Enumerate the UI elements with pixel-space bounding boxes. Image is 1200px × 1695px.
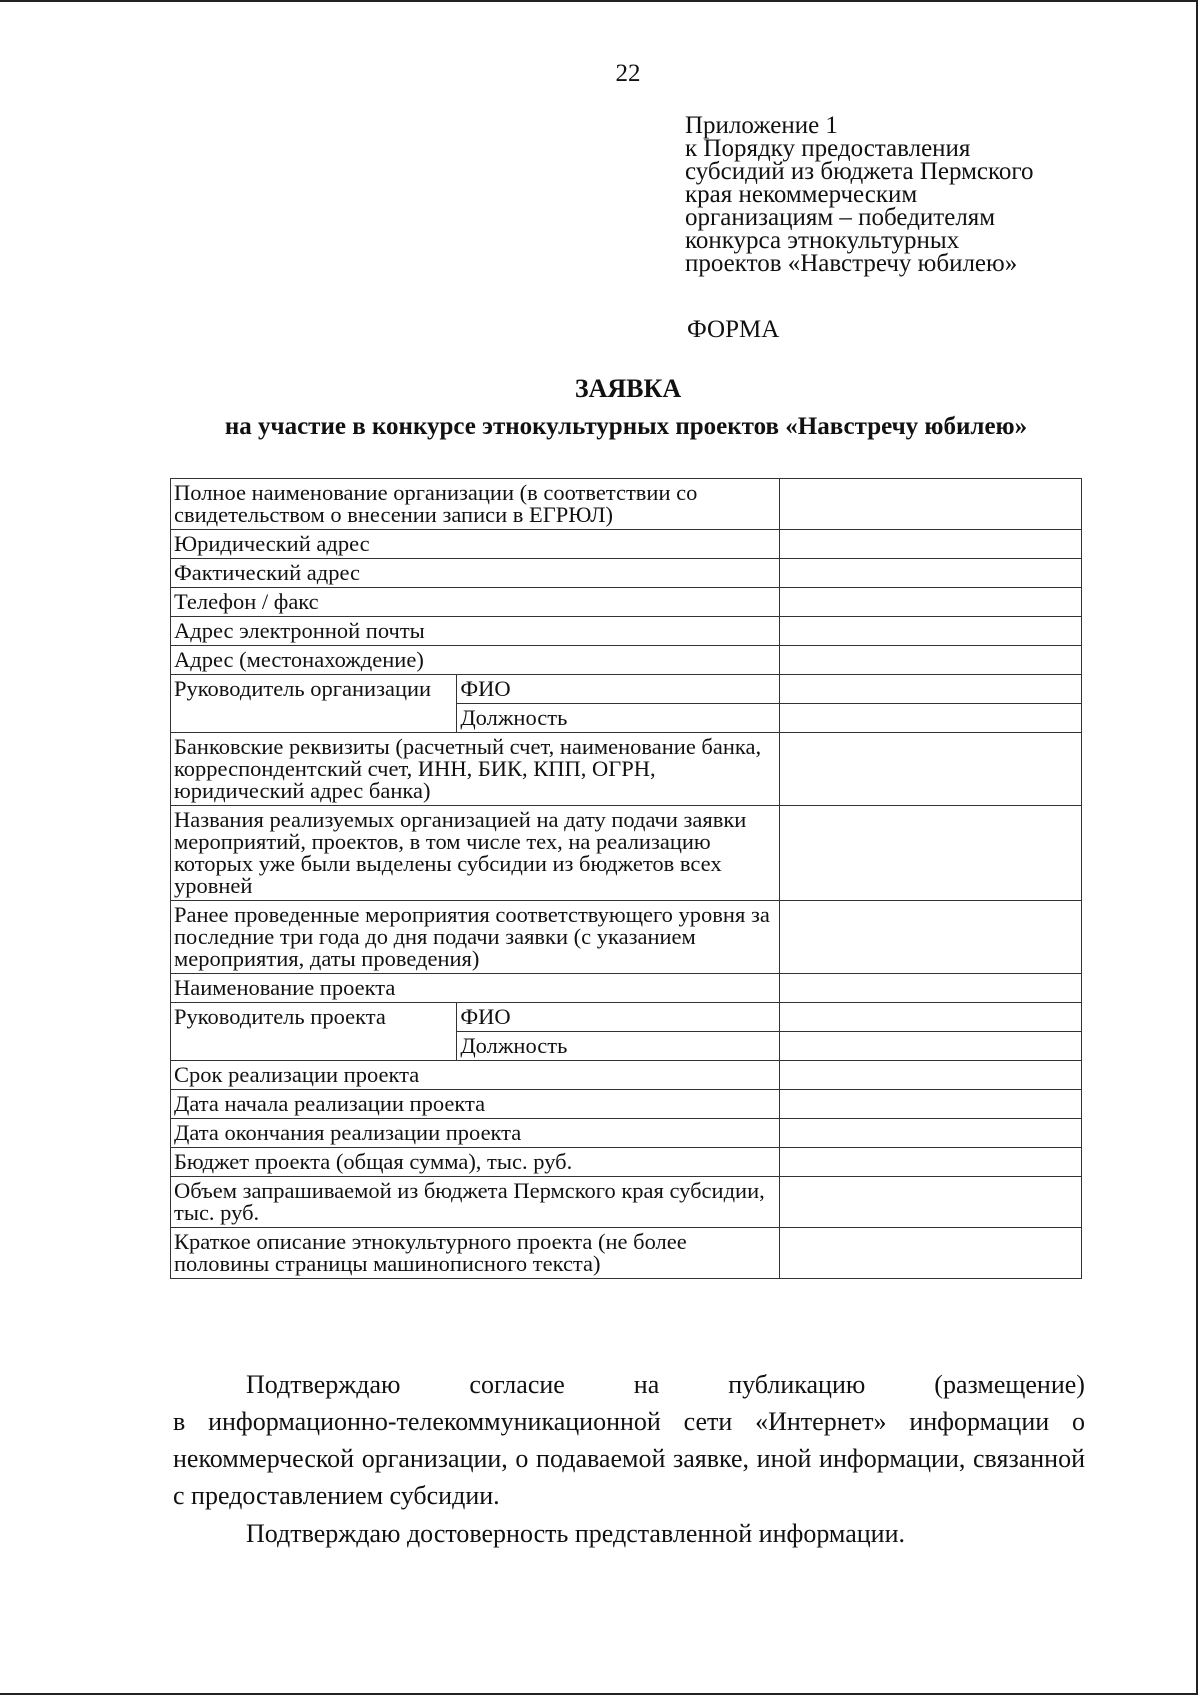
appendix-line: субсидий из бюджета Пермского [685, 158, 1034, 185]
table-row [171, 901, 1082, 974]
table-row [171, 1148, 1082, 1177]
value-cell-full-name[interactable] [780, 479, 1082, 530]
sub-label-project-head-position: Должность [457, 1032, 780, 1061]
value-cell-bank-details[interactable] [780, 733, 1082, 806]
page-number: 22 [615, 60, 641, 87]
value-cell-start-date[interactable] [780, 1090, 1082, 1119]
consent-word: публикацию [728, 1370, 866, 1399]
reliability-paragraph: Подтверждаю достоверность представленной информации. [246, 1519, 905, 1548]
appendix-line: края некоммерческим [685, 181, 918, 208]
appendix-line: к Порядку предоставления [685, 135, 971, 162]
consent-paragraph [173, 1366, 1085, 1514]
value-cell-location[interactable] [780, 646, 1082, 675]
row-label-current-projects: Названия реализуемых организацией на дату подачи заявки мероприятий, проектов, в том числе тех, на реализацию которых уже были выделены субсидии из бюджетов всех уровней [171, 806, 780, 901]
consent-continuation: в информационно-телекоммуникационной сети «Интернет» информации о некоммерческой организации, о подаваемой заявке, иной информации, связанной с предоставлением субсидии. [173, 1407, 1085, 1510]
value-cell-project-name[interactable] [780, 974, 1082, 1003]
value-cell-budget[interactable] [780, 1148, 1082, 1177]
sub-label-project-head-fio: ФИО [457, 1003, 780, 1032]
row-label-project-name: Наименование проекта [171, 974, 780, 1003]
row-label-actual-address: Фактический адрес [171, 559, 780, 588]
row-label-end-date: Дата окончания реализации проекта [171, 1119, 780, 1148]
table-row [171, 588, 1082, 617]
application-form-table [170, 478, 1082, 1279]
table-row [171, 974, 1082, 1003]
row-label-description: Краткое описание этнокультурного проекта (не более половины страницы машинописного текста) [171, 1228, 780, 1279]
table-row [171, 530, 1082, 559]
value-cell-end-date[interactable] [780, 1119, 1082, 1148]
table-row [171, 1090, 1082, 1119]
row-label-location: Адрес (местонахождение) [171, 646, 780, 675]
row-label-past-events: Ранее проведенные мероприятия соответствующего уровня за последние три года до дня подачи заявки (с указанием мероприятия, даты проведения) [171, 901, 780, 974]
sub-label-org-head-position: Должность [457, 704, 780, 733]
row-label-project-head: Руководитель проекта [171, 1003, 457, 1061]
value-cell-phone-fax[interactable] [780, 588, 1082, 617]
row-label-email: Адрес электронной почты [171, 617, 780, 646]
document-title: ЗАЯВКА [574, 374, 682, 403]
row-label-legal-address: Юридический адрес [171, 530, 780, 559]
row-label-project-term: Срок реализации проекта [171, 1061, 780, 1090]
table-row [171, 733, 1082, 806]
value-cell-actual-address[interactable] [780, 559, 1082, 588]
appendix-line: организациям – победителям [685, 204, 996, 231]
table-row [171, 559, 1082, 588]
value-cell-description[interactable] [780, 1228, 1082, 1279]
table-row [171, 1003, 1082, 1032]
appendix-line: конкурса этнокультурных [685, 227, 960, 254]
value-cell-project-head-fio[interactable] [780, 1003, 1082, 1032]
table-row [171, 675, 1082, 704]
consent-word: согласие [469, 1370, 565, 1399]
row-label-full-name: Полное наименование организации (в соответствии со свидетельством о внесении записи в ЕГРЮЛ) [171, 479, 780, 530]
value-cell-subsidy[interactable] [780, 1177, 1082, 1228]
consent-word: на [633, 1370, 660, 1399]
table-row [171, 1061, 1082, 1090]
row-label-org-head: Руководитель организации [171, 675, 457, 733]
row-label-budget: Бюджет проекта (общая сумма), тыс. руб. [171, 1148, 780, 1177]
form-label: ФОРМА [687, 316, 780, 343]
value-cell-legal-address[interactable] [780, 530, 1082, 559]
value-cell-org-head-position[interactable] [780, 704, 1082, 733]
value-cell-email[interactable] [780, 617, 1082, 646]
document-subtitle: на участие в конкурсе этнокультурных проектов «Навстречу юбилею» [224, 413, 1028, 440]
consent-word: Подтверждаю [246, 1370, 401, 1399]
consent-first-line [173, 1366, 1085, 1403]
table-row [171, 1177, 1082, 1228]
value-cell-org-head-fio[interactable] [780, 675, 1082, 704]
table-row [171, 806, 1082, 901]
consent-word: (размещение) [934, 1370, 1085, 1399]
row-label-subsidy: Объем запрашиваемой из бюджета Пермского края субсидии, тыс. руб. [171, 1177, 780, 1228]
appendix-line: Приложение 1 [685, 112, 838, 139]
row-label-start-date: Дата начала реализации проекта [171, 1090, 780, 1119]
row-label-phone-fax: Телефон / факс [171, 588, 780, 617]
table-row [171, 479, 1082, 530]
table-row [171, 1228, 1082, 1279]
row-label-bank-details: Банковские реквизиты (расчетный счет, наименование банка, корреспондентский счет, ИНН, БИК, КПП, ОГРН, юридический адрес банка) [171, 733, 780, 806]
appendix-line: проектов «Навстречу юбилею» [685, 250, 1018, 277]
sub-label-org-head-fio: ФИО [457, 675, 780, 704]
table-row [171, 617, 1082, 646]
value-cell-project-head-position[interactable] [780, 1032, 1082, 1061]
value-cell-project-term[interactable] [780, 1061, 1082, 1090]
value-cell-current-projects[interactable] [780, 806, 1082, 901]
appendix-note [685, 114, 1155, 275]
value-cell-past-events[interactable] [780, 901, 1082, 974]
table-row [171, 646, 1082, 675]
table-row [171, 1119, 1082, 1148]
